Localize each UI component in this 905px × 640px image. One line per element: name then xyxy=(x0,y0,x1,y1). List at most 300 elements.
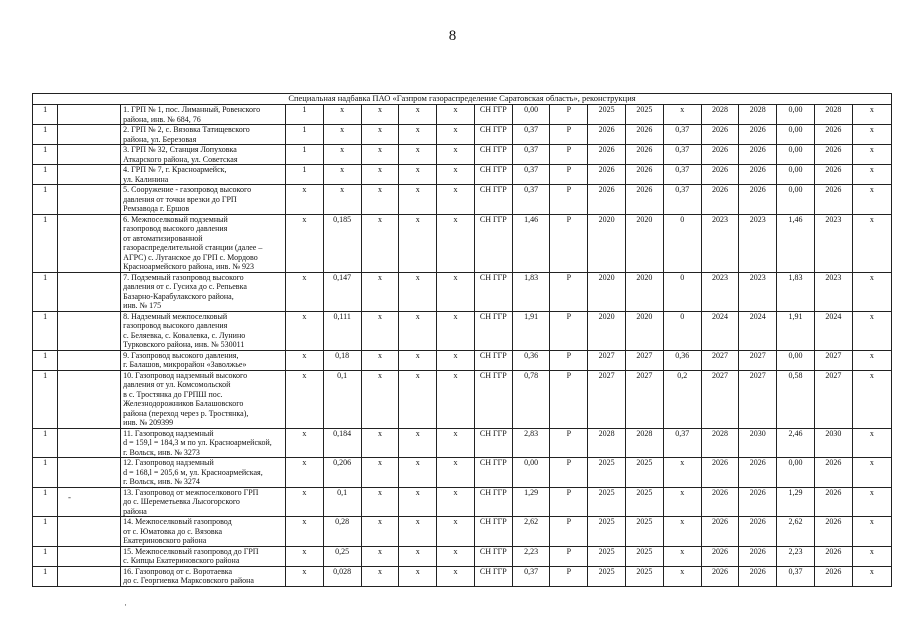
value-cell-c7: 0,37 xyxy=(512,185,550,215)
value-cell-c4: x xyxy=(399,214,437,272)
value-cell-c14: 2,62 xyxy=(777,517,815,547)
object-name-cell xyxy=(121,350,286,370)
value-cell-c5: x xyxy=(437,185,475,215)
row-number: 1 xyxy=(33,165,58,185)
value-cell-c12: 2026 xyxy=(701,546,739,566)
object-name: 6. Межпоселковый подземный газопровод высокого давления от автоматизированной газораспределительной станции (далее – АГРС) с. Луганское до ГРП с. Мордово Красноармейского района, инв. № 923 xyxy=(123,214,263,271)
value-cell-c7: 1,91 xyxy=(512,311,550,350)
value-cell-c13: 2026 xyxy=(739,458,777,488)
value-cell-c15: 2026 xyxy=(814,458,852,488)
empty-cell xyxy=(58,311,121,350)
value-cell-c9: 2025 xyxy=(588,487,626,517)
table-row xyxy=(33,165,892,185)
value-cell-c1: x xyxy=(285,428,323,458)
value-cell-c10: 2025 xyxy=(626,566,664,586)
value-cell-c11: 0,37 xyxy=(663,165,701,185)
row-number: 1 xyxy=(33,145,58,165)
row-number: 1 xyxy=(33,350,58,370)
value-cell-c11: 0 xyxy=(663,272,701,311)
row-number: 1 xyxy=(33,566,58,586)
value-cell-c5: x xyxy=(437,370,475,428)
value-cell-c2: 0,111 xyxy=(323,311,361,350)
value-cell-c6: СН ГГР xyxy=(474,214,512,272)
value-cell-c11: x xyxy=(663,517,701,547)
value-cell-c4: x xyxy=(399,145,437,165)
value-cell-c2: 0,147 xyxy=(323,272,361,311)
object-name: 10. Газопровод надземный высокого давления от ул. Комсомольской в с. Тростянка до ГРПШ пос. Железнодорожников Балашовского района (переход через р. Тростянка), инв. № 209399 xyxy=(123,370,249,427)
value-cell-c5: x xyxy=(437,105,475,125)
value-cell-c15: 2026 xyxy=(814,546,852,566)
value-cell-c16: x xyxy=(852,145,891,165)
value-cell-c11: 0,37 xyxy=(663,145,701,165)
value-cell-c7: 0,37 xyxy=(512,125,550,145)
value-cell-c12: 2023 xyxy=(701,214,739,272)
value-cell-c6: СН ГГР xyxy=(474,370,512,428)
value-cell-c3: x xyxy=(361,214,399,272)
value-cell-c12: 2026 xyxy=(701,458,739,488)
empty-cell xyxy=(58,272,121,311)
value-cell-c5: x xyxy=(437,458,475,488)
value-cell-c9: 2026 xyxy=(588,185,626,215)
value-cell-c7: 2,83 xyxy=(512,428,550,458)
section-title-row xyxy=(33,94,892,105)
value-cell-c14: 1,91 xyxy=(777,311,815,350)
value-cell-c9: 2026 xyxy=(588,145,626,165)
value-cell-c13: 2023 xyxy=(739,214,777,272)
empty-cell xyxy=(58,458,121,488)
value-cell-c10: 2026 xyxy=(626,185,664,215)
value-cell-c4: x xyxy=(399,272,437,311)
value-cell-c13: 2027 xyxy=(739,350,777,370)
value-cell-c5: x xyxy=(437,517,475,547)
value-cell-c5: x xyxy=(437,428,475,458)
value-cell-c1: 1 xyxy=(285,165,323,185)
value-cell-c14: 0,00 xyxy=(777,185,815,215)
value-cell-c13: 2026 xyxy=(739,517,777,547)
value-cell-c8: Р xyxy=(550,546,588,566)
table-row xyxy=(33,145,892,165)
value-cell-c4: x xyxy=(399,546,437,566)
value-cell-c12: 2024 xyxy=(701,311,739,350)
object-name-cell xyxy=(121,214,286,272)
value-cell-c7: 1,83 xyxy=(512,272,550,311)
value-cell-c10: 2027 xyxy=(626,370,664,428)
value-cell-c1: 1 xyxy=(285,125,323,145)
value-cell-c12: 2027 xyxy=(701,370,739,428)
row-number: 1 xyxy=(33,185,58,215)
object-name: 9. Газопровод высокого давления, г. Балашов, микрорайон «Заволжье» xyxy=(123,350,247,369)
value-cell-c9: 2027 xyxy=(588,350,626,370)
table-row xyxy=(33,350,892,370)
table-row xyxy=(33,105,892,125)
value-cell-c13: 2028 xyxy=(739,105,777,125)
value-cell-c11: x xyxy=(663,105,701,125)
object-name-cell xyxy=(121,105,286,125)
value-cell-c3: x xyxy=(361,165,399,185)
value-cell-c14: 1,29 xyxy=(777,487,815,517)
value-cell-c8: Р xyxy=(550,165,588,185)
value-cell-c13: 2026 xyxy=(739,185,777,215)
value-cell-c5: x xyxy=(437,272,475,311)
table-row xyxy=(33,487,892,517)
value-cell-c8: Р xyxy=(550,370,588,428)
value-cell-c7: 0,37 xyxy=(512,145,550,165)
value-cell-c7: 0,37 xyxy=(512,566,550,586)
object-name: 12. Газопровод надземный d = 168,l = 205,6 м, ул. Красноармейская, г. Вольск, инв. № 3274 xyxy=(123,458,263,486)
value-cell-c15: 2026 xyxy=(814,566,852,586)
value-cell-c1: x xyxy=(285,185,323,215)
object-name-cell xyxy=(121,145,286,165)
value-cell-c14: 2,23 xyxy=(777,546,815,566)
value-cell-c11: x xyxy=(663,566,701,586)
value-cell-c11: 0 xyxy=(663,214,701,272)
value-cell-c11: 0,36 xyxy=(663,350,701,370)
value-cell-c7: 0,78 xyxy=(512,370,550,428)
value-cell-c14: 0,00 xyxy=(777,350,815,370)
value-cell-c8: Р xyxy=(550,350,588,370)
value-cell-c8: Р xyxy=(550,105,588,125)
table-row xyxy=(33,517,892,547)
value-cell-c2: 0,028 xyxy=(323,566,361,586)
value-cell-c7: 0,00 xyxy=(512,105,550,125)
table-row xyxy=(33,311,892,350)
value-cell-c2: x xyxy=(323,165,361,185)
value-cell-c3: x xyxy=(361,350,399,370)
row-number: 1 xyxy=(33,311,58,350)
value-cell-c14: 1,46 xyxy=(777,214,815,272)
value-cell-c1: x xyxy=(285,566,323,586)
value-cell-c13: 2030 xyxy=(739,428,777,458)
investment-table xyxy=(32,93,892,587)
value-cell-c2: 0,206 xyxy=(323,458,361,488)
value-cell-c15: 2024 xyxy=(814,311,852,350)
empty-cell xyxy=(58,517,121,547)
object-name-cell xyxy=(121,546,286,566)
value-cell-c13: 2026 xyxy=(739,487,777,517)
value-cell-c12: 2027 xyxy=(701,350,739,370)
value-cell-c1: x xyxy=(285,546,323,566)
object-name: 11. Газопровод надземный d = 159,l = 184,3 м по ул. Красноармейской, г. Вольск, инв. № 3273 xyxy=(123,428,272,457)
value-cell-c16: x xyxy=(852,370,891,428)
value-cell-c5: x xyxy=(437,125,475,145)
object-name-cell xyxy=(121,517,286,547)
table-row xyxy=(33,428,892,458)
value-cell-c10: 2020 xyxy=(626,311,664,350)
value-cell-c15: 2026 xyxy=(814,165,852,185)
object-name: 5. Сооружение - газопровод высокого давления от точки врезки до ГРП Ремзавода г. Ершов xyxy=(123,185,252,213)
value-cell-c10: 2025 xyxy=(626,487,664,517)
value-cell-c1: x xyxy=(285,370,323,428)
value-cell-c3: x xyxy=(361,185,399,215)
value-cell-c14: 2,46 xyxy=(777,428,815,458)
value-cell-c15: 2026 xyxy=(814,125,852,145)
value-cell-c2: x xyxy=(323,145,361,165)
value-cell-c16: x xyxy=(852,458,891,488)
value-cell-c5: x xyxy=(437,145,475,165)
value-cell-c16: x xyxy=(852,546,891,566)
value-cell-c15: 2023 xyxy=(814,272,852,311)
value-cell-c11: x xyxy=(663,487,701,517)
value-cell-c11: x xyxy=(663,458,701,488)
object-name-cell xyxy=(121,428,286,458)
value-cell-c4: x xyxy=(399,105,437,125)
value-cell-c7: 1,46 xyxy=(512,214,550,272)
value-cell-c3: x xyxy=(361,487,399,517)
value-cell-c9: 2027 xyxy=(588,370,626,428)
value-cell-c12: 2028 xyxy=(701,428,739,458)
value-cell-c15: 2026 xyxy=(814,145,852,165)
value-cell-c9: 2025 xyxy=(588,517,626,547)
value-cell-c3: x xyxy=(361,370,399,428)
value-cell-c3: x xyxy=(361,311,399,350)
value-cell-c4: x xyxy=(399,566,437,586)
value-cell-c5: x xyxy=(437,546,475,566)
value-cell-c8: Р xyxy=(550,566,588,586)
value-cell-c15: 2026 xyxy=(814,487,852,517)
value-cell-c6: СН ГГР xyxy=(474,546,512,566)
value-cell-c8: Р xyxy=(550,517,588,547)
value-cell-c1: x xyxy=(285,458,323,488)
value-cell-c7: 0,36 xyxy=(512,350,550,370)
value-cell-c1: x xyxy=(285,272,323,311)
object-name: 7. Подземный газопровод высокого давления от с. Гусиха до с. Репьевка Базарно-Карабулакского района, инв. № 175 xyxy=(123,272,247,310)
object-name: 3. ГРП № 32, Станция Лопуховка Аткарского района, ул. Советская xyxy=(123,145,238,164)
value-cell-c5: x xyxy=(437,311,475,350)
object-name: 2. ГРП № 2, с. Вязовка Татищевского района, ул. Березовая xyxy=(123,125,250,144)
table-row xyxy=(33,214,892,272)
value-cell-c4: x xyxy=(399,125,437,145)
object-name-cell xyxy=(121,487,286,517)
value-cell-c9: 2025 xyxy=(588,566,626,586)
value-cell-c8: Р xyxy=(550,428,588,458)
value-cell-c5: x xyxy=(437,165,475,185)
value-cell-c16: x xyxy=(852,272,891,311)
value-cell-c1: x xyxy=(285,214,323,272)
value-cell-c12: 2026 xyxy=(701,145,739,165)
object-name-cell xyxy=(121,458,286,488)
value-cell-c3: x xyxy=(361,458,399,488)
value-cell-c12: 2026 xyxy=(701,185,739,215)
value-cell-c6: СН ГГР xyxy=(474,458,512,488)
empty-cell xyxy=(58,350,121,370)
value-cell-c4: x xyxy=(399,517,437,547)
value-cell-c10: 2020 xyxy=(626,214,664,272)
empty-cell xyxy=(58,214,121,272)
value-cell-c12: 2023 xyxy=(701,272,739,311)
value-cell-c4: x xyxy=(399,185,437,215)
value-cell-c12: 2026 xyxy=(701,487,739,517)
table-row xyxy=(33,125,892,145)
value-cell-c16: x xyxy=(852,428,891,458)
value-cell-c3: x xyxy=(361,145,399,165)
row-number: 1 xyxy=(33,125,58,145)
value-cell-c6: СН ГГР xyxy=(474,185,512,215)
value-cell-c13: 2026 xyxy=(739,145,777,165)
value-cell-c7: 2,23 xyxy=(512,546,550,566)
value-cell-c4: x xyxy=(399,428,437,458)
table-row xyxy=(33,370,892,428)
object-name-cell xyxy=(121,566,286,586)
value-cell-c14: 0,00 xyxy=(777,145,815,165)
value-cell-c11: 0,37 xyxy=(663,428,701,458)
object-name-cell xyxy=(121,311,286,350)
value-cell-c6: СН ГГР xyxy=(474,272,512,311)
object-name-cell xyxy=(121,370,286,428)
value-cell-c8: Р xyxy=(550,185,588,215)
value-cell-c1: 1 xyxy=(285,105,323,125)
object-name: 13. Газопровод от межпоселкового ГРП до с. Шереметьевка Лысогорского района xyxy=(123,487,259,516)
value-cell-c8: Р xyxy=(550,487,588,517)
value-cell-c2: 0,18 xyxy=(323,350,361,370)
value-cell-c12: 2026 xyxy=(701,165,739,185)
value-cell-c5: x xyxy=(437,487,475,517)
value-cell-c14: 1,83 xyxy=(777,272,815,311)
value-cell-c15: 2023 xyxy=(814,214,852,272)
empty-cell xyxy=(58,145,121,165)
value-cell-c6: СН ГГР xyxy=(474,145,512,165)
value-cell-c2: 0,25 xyxy=(323,546,361,566)
value-cell-c8: Р xyxy=(550,311,588,350)
value-cell-c15: 2027 xyxy=(814,370,852,428)
empty-cell xyxy=(58,165,121,185)
object-name: 1. ГРП № 1, пос. Лиманный, Ровенского района, инв. № 684, 76 xyxy=(123,105,261,124)
row-number: 1 xyxy=(33,214,58,272)
stray-dash-mark: - xyxy=(68,492,71,502)
value-cell-c10: 2020 xyxy=(626,272,664,311)
value-cell-c3: x xyxy=(361,566,399,586)
table-row xyxy=(33,546,892,566)
empty-cell xyxy=(58,125,121,145)
object-name: 14. Межпоселковый газопровод от с. Юматовка до с. Вязовка Екатериновского района xyxy=(123,517,232,545)
value-cell-c6: СН ГГР xyxy=(474,428,512,458)
value-cell-c9: 2025 xyxy=(588,546,626,566)
empty-cell xyxy=(58,105,121,125)
value-cell-c9: 2026 xyxy=(588,125,626,145)
value-cell-c11: 0 xyxy=(663,311,701,350)
value-cell-c11: 0,37 xyxy=(663,185,701,215)
value-cell-c10: 2026 xyxy=(626,145,664,165)
value-cell-c4: x xyxy=(399,370,437,428)
value-cell-c13: 2026 xyxy=(739,125,777,145)
row-number: 1 xyxy=(33,487,58,517)
value-cell-c8: Р xyxy=(550,214,588,272)
object-name-cell xyxy=(121,272,286,311)
object-name-cell xyxy=(121,165,286,185)
value-cell-c2: 0,1 xyxy=(323,487,361,517)
value-cell-c2: 0,184 xyxy=(323,428,361,458)
value-cell-c9: 2025 xyxy=(588,458,626,488)
row-number: 1 xyxy=(33,458,58,488)
value-cell-c14: 0,00 xyxy=(777,165,815,185)
value-cell-c3: x xyxy=(361,546,399,566)
value-cell-c16: x xyxy=(852,185,891,215)
object-name-cell xyxy=(121,125,286,145)
value-cell-c3: x xyxy=(361,125,399,145)
value-cell-c10: 2025 xyxy=(626,105,664,125)
value-cell-c6: СН ГГР xyxy=(474,165,512,185)
value-cell-c15: 2027 xyxy=(814,350,852,370)
value-cell-c9: 2020 xyxy=(588,272,626,311)
value-cell-c14: 0,00 xyxy=(777,105,815,125)
empty-cell xyxy=(58,370,121,428)
value-cell-c5: x xyxy=(437,350,475,370)
object-name-cell xyxy=(121,185,286,215)
empty-cell xyxy=(58,566,121,586)
value-cell-c9: 2025 xyxy=(588,105,626,125)
value-cell-c3: x xyxy=(361,272,399,311)
value-cell-c12: 2026 xyxy=(701,125,739,145)
value-cell-c13: 2024 xyxy=(739,311,777,350)
value-cell-c8: Р xyxy=(550,272,588,311)
value-cell-c16: x xyxy=(852,517,891,547)
value-cell-c2: x xyxy=(323,105,361,125)
row-number: 1 xyxy=(33,272,58,311)
value-cell-c2: 0,28 xyxy=(323,517,361,547)
value-cell-c16: x xyxy=(852,487,891,517)
table-row xyxy=(33,272,892,311)
value-cell-c15: 2030 xyxy=(814,428,852,458)
value-cell-c7: 0,37 xyxy=(512,165,550,185)
value-cell-c15: 2026 xyxy=(814,517,852,547)
value-cell-c12: 2026 xyxy=(701,566,739,586)
table-row xyxy=(33,458,892,488)
value-cell-c6: СН ГГР xyxy=(474,125,512,145)
value-cell-c3: x xyxy=(361,517,399,547)
empty-cell xyxy=(58,428,121,458)
value-cell-c13: 2027 xyxy=(739,370,777,428)
value-cell-c7: 0,00 xyxy=(512,458,550,488)
value-cell-c4: x xyxy=(399,487,437,517)
row-number: 1 xyxy=(33,546,58,566)
value-cell-c16: x xyxy=(852,566,891,586)
value-cell-c10: 2027 xyxy=(626,350,664,370)
page-number: 8 xyxy=(448,28,457,44)
value-cell-c2: x xyxy=(323,125,361,145)
object-name: 8. Надземный межпоселковый газопровод высокого давления с. Беляевка, с. Ковалевка, с. Лунино Турковского района, инв. № 530011 xyxy=(123,311,246,349)
row-number: 1 xyxy=(33,370,58,428)
value-cell-c10: 2026 xyxy=(626,125,664,145)
value-cell-c3: x xyxy=(361,105,399,125)
value-cell-c1: x xyxy=(285,350,323,370)
value-cell-c16: x xyxy=(852,125,891,145)
row-number: 1 xyxy=(33,428,58,458)
value-cell-c10: 2025 xyxy=(626,458,664,488)
value-cell-c4: x xyxy=(399,311,437,350)
value-cell-c8: Р xyxy=(550,458,588,488)
empty-cell xyxy=(58,546,121,566)
value-cell-c13: 2023 xyxy=(739,272,777,311)
value-cell-c6: СН ГГР xyxy=(474,487,512,517)
value-cell-c2: 0,1 xyxy=(323,370,361,428)
value-cell-c6: СН ГГР xyxy=(474,566,512,586)
value-cell-c14: 0,00 xyxy=(777,458,815,488)
object-name: 4. ГРП № 7, г. Красноармейск, ул. Калинина xyxy=(123,165,227,184)
value-cell-c3: x xyxy=(361,428,399,458)
value-cell-c9: 2020 xyxy=(588,214,626,272)
value-cell-c6: СН ГГР xyxy=(474,517,512,547)
value-cell-c15: 2028 xyxy=(814,105,852,125)
value-cell-c4: x xyxy=(399,458,437,488)
table-row xyxy=(33,185,892,215)
value-cell-c9: 2020 xyxy=(588,311,626,350)
value-cell-c13: 2026 xyxy=(739,546,777,566)
value-cell-c4: x xyxy=(399,165,437,185)
value-cell-c14: 0,58 xyxy=(777,370,815,428)
object-name: 15. Межпоселковый газопровод до ГРП с. Кипцы Екатериновского района xyxy=(123,546,259,565)
value-cell-c2: x xyxy=(323,185,361,215)
value-cell-c6: СН ГГР xyxy=(474,311,512,350)
value-cell-c7: 2,62 xyxy=(512,517,550,547)
